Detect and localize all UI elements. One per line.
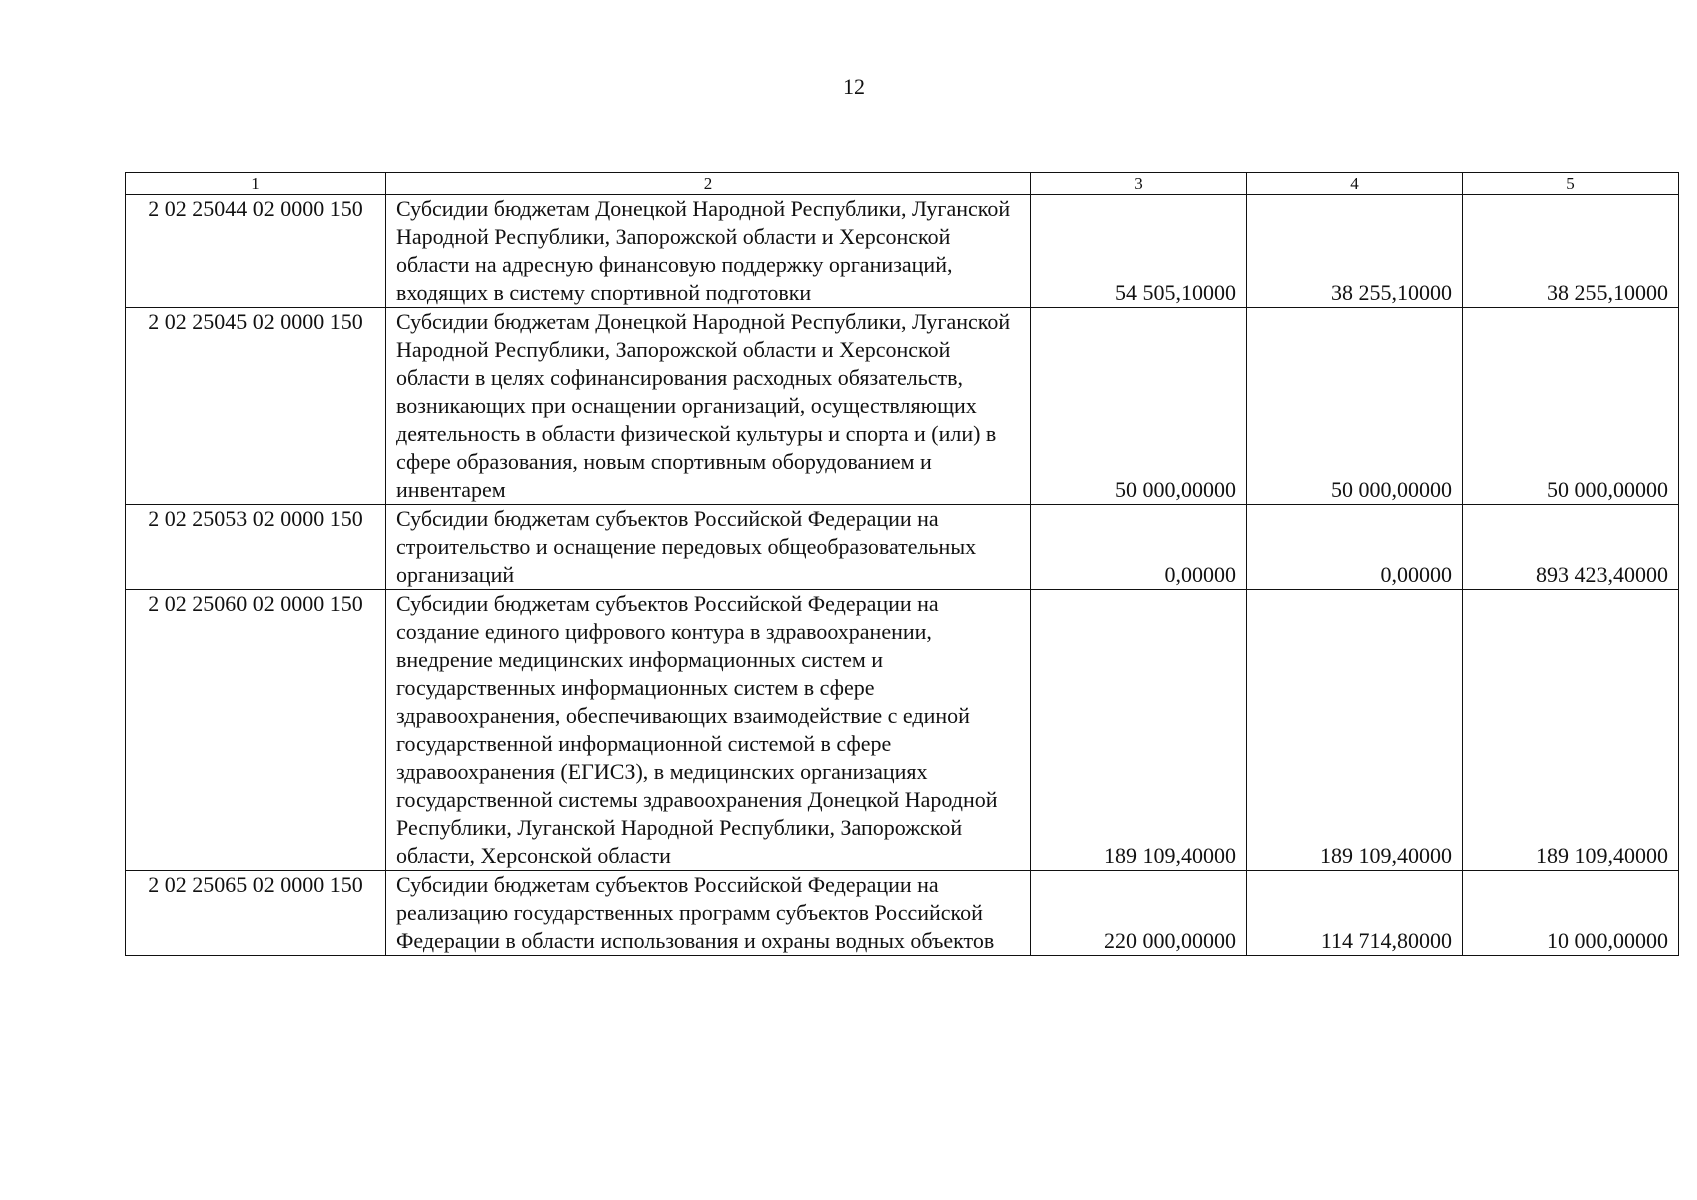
column-header-4: 4 xyxy=(1247,173,1463,195)
row-description: Субсидии бюджетам субъектов Российской Федерации на строительство и оснащение передовых общеобразовательных организаций xyxy=(386,505,1031,590)
page-number: 12 xyxy=(843,74,865,99)
amount-col3: 50 000,00000 xyxy=(1031,308,1247,505)
amount-col4: 114 714,80000 xyxy=(1247,871,1463,956)
table-header xyxy=(126,173,1679,195)
amount-col4: 38 255,10000 xyxy=(1247,195,1463,308)
budget-code: 2 02 25065 02 0000 150 xyxy=(126,871,386,956)
amount-col5: 189 109,40000 xyxy=(1463,590,1679,871)
amount-col4: 0,00000 xyxy=(1247,505,1463,590)
table-row xyxy=(126,505,1679,590)
budget-code: 2 02 25053 02 0000 150 xyxy=(126,505,386,590)
amount-col3: 220 000,00000 xyxy=(1031,871,1247,956)
row-description: Субсидии бюджетам субъектов Российской Федерации на реализацию государственных программ субъектов Российской Федерации в области использования и охраны водных объектов xyxy=(386,871,1031,956)
table-row xyxy=(126,590,1679,871)
amount-col5: 38 255,10000 xyxy=(1463,195,1679,308)
header-row xyxy=(126,173,1679,195)
row-description: Субсидии бюджетам Донецкой Народной Республики, Луганской Народной Республики, Запорожской области и Херсонской области на адресную финансовую поддержку организаций, входящих в систему спортивной подготовки xyxy=(386,195,1031,308)
column-header-5: 5 xyxy=(1463,173,1679,195)
budget-table xyxy=(125,172,1679,956)
row-description: Субсидии бюджетам субъектов Российской Федерации на создание единого цифрового контура в здравоохранении, внедрение медицинских информационных систем и государственных информационных систем в сфере здравоохранения, обеспечивающих взаимодействие с единой государственной информационной системой в сфере здравоохранения (ЕГИСЗ), в медицинских организациях государственной системы здравоохранения Донецкой Народной Республики, Луганской Народной Республики, Запорожской области, Херсонской области xyxy=(386,590,1031,871)
table-row xyxy=(126,871,1679,956)
amount-col3: 189 109,40000 xyxy=(1031,590,1247,871)
amount-col5: 893 423,40000 xyxy=(1463,505,1679,590)
amount-col4: 50 000,00000 xyxy=(1247,308,1463,505)
column-header-2: 2 xyxy=(386,173,1031,195)
table-row xyxy=(126,195,1679,308)
table-row xyxy=(126,308,1679,505)
amount-col4: 189 109,40000 xyxy=(1247,590,1463,871)
amount-col5: 10 000,00000 xyxy=(1463,871,1679,956)
amount-col5: 50 000,00000 xyxy=(1463,308,1679,505)
budget-code: 2 02 25045 02 0000 150 xyxy=(126,308,386,505)
amount-col3: 54 505,10000 xyxy=(1031,195,1247,308)
column-header-1: 1 xyxy=(126,173,386,195)
amount-col3: 0,00000 xyxy=(1031,505,1247,590)
row-description: Субсидии бюджетам Донецкой Народной Республики, Луганской Народной Республики, Запорожской области и Херсонской области в целях софинансирования расходных обязательств, возникающих при оснащении организаций, осуществляющих деятельность в области физической культуры и спорта и (или) в сфере образования, новым спортивным оборудованием и инвентарем xyxy=(386,308,1031,505)
budget-code: 2 02 25044 02 0000 150 xyxy=(126,195,386,308)
budget-code: 2 02 25060 02 0000 150 xyxy=(126,590,386,871)
column-header-3: 3 xyxy=(1031,173,1247,195)
table-body xyxy=(126,195,1679,956)
